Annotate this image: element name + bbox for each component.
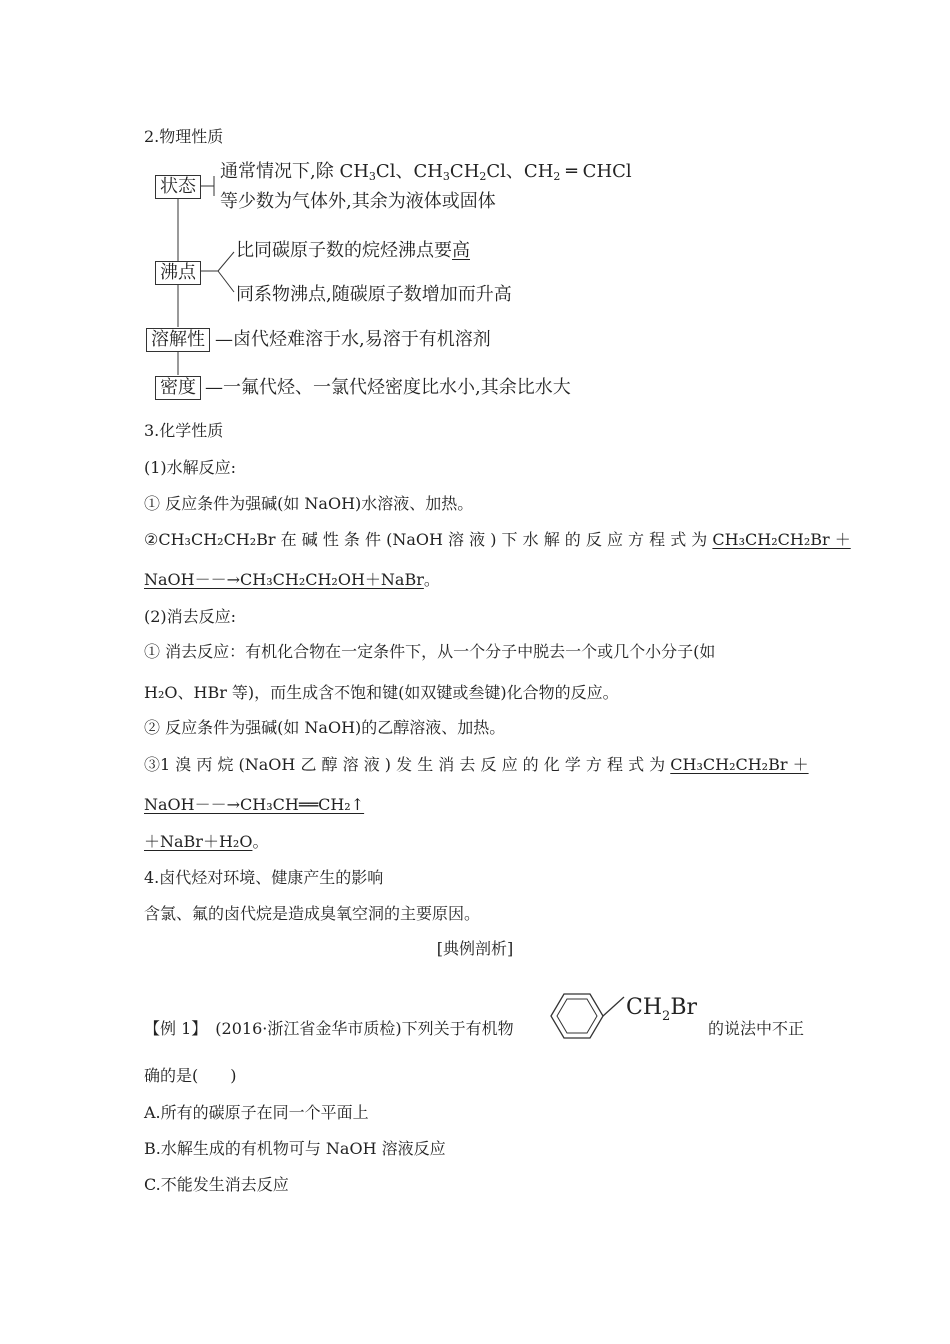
section-title-chemical: 3.化学性质 [144, 421, 224, 440]
environment-text: 含氯、氟的卤代烷是造成臭氧空洞的主要原因。 [144, 904, 481, 923]
state-line-2: 等少数为气体外,其余为液体或固体 [220, 191, 496, 212]
boiling-point-box: 沸点 [155, 261, 201, 285]
density-box: 密度 [155, 376, 201, 400]
elimination-definition-line-1: ① 消去反应：有机化合物在一定条件下，从一个分子中脱去一个或几个小分子(如 [144, 642, 716, 661]
option-a[interactable]: A.所有的碳原子在同一个平面上 [144, 1103, 369, 1122]
example-question-after: 的说法中不正 [708, 1019, 805, 1038]
section-title-environment: 4.卤代烃对环境、健康产生的影响 [144, 868, 384, 887]
density-text: —一氟代烃、一氯代烃密度比水小,其余比水大 [205, 377, 571, 398]
benzene-ring-structure [546, 985, 626, 1047]
example-heading: [典例剖析] [436, 939, 514, 958]
elimination-equation-line-1: ③1 溴 丙 烷 (NaOH 乙 醇 溶 液 ) 发 生 消 去 反 应 的 化 学 方 程 式 为 CH₃CH₂CH₂Br ＋ [144, 755, 809, 774]
option-b[interactable]: B.水解生成的有机物可与 NaOH 溶液反应 [144, 1139, 446, 1158]
elimination-condition: ② 反应条件为强碱(如 NaOH)的乙醇溶液、加热。 [144, 718, 506, 737]
example-question-line-1 [144, 1019, 514, 1039]
elimination-title: (2)消去反应: [144, 607, 237, 626]
hydrolysis-condition: ① 反应条件为强碱(如 NaOH)水溶液、加热。 [144, 494, 474, 513]
hydrolysis-title: (1)水解反应: [144, 458, 237, 477]
hydrolysis-equation-line-1: ②CH₃CH₂CH₂Br 在 碱 性 条 件 (NaOH 溶 液 ) 下 水 解 的 反 应 方 程 式 为 CH₃CH₂CH₂Br ＋ [144, 530, 851, 549]
example-source: (2016·浙江省金华市质检)下列关于有机物 [215, 1019, 514, 1038]
boiling-point-line-1: 比同碳原子数的烷烃沸点要高 [236, 240, 470, 261]
benzyl-bromide-formula: $CH_2Br$ [626, 995, 697, 1024]
boiling-point-line-2: 同系物沸点,随碳原子数增加而升高 [236, 284, 512, 305]
example-question-line-2: 确的是( ) [144, 1066, 237, 1085]
section-title-physical: 2.物理性质 [144, 127, 224, 146]
elimination-definition-line-2: H₂O、HBr 等)，而生成含不饱和键(如双键或叁键)化合物的反应。 [144, 683, 619, 702]
solubility-box: 溶解性 [146, 328, 210, 352]
example-label: 【例 1】 [144, 1019, 200, 1038]
hydrolysis-equation-line-2: NaOH－－→CH₃CH₂CH₂OH＋NaBr。 [144, 570, 440, 589]
elimination-equation-line-3: ＋NaBr＋H₂O。 [144, 832, 269, 851]
state-line-1: 通常情况下,除 $CH_3Cl$、$CH_3CH_2Cl$、$CH_2$ ═ CHCl [220, 161, 632, 183]
elimination-equation-line-2: NaOH－－→CH₃CH══CH₂↑ [144, 795, 365, 814]
state-box: 状态 [155, 175, 201, 199]
option-c[interactable]: C.不能发生消去反应 [144, 1175, 289, 1194]
solubility-text: —卤代烃难溶于水,易溶于有机溶剂 [215, 329, 491, 350]
